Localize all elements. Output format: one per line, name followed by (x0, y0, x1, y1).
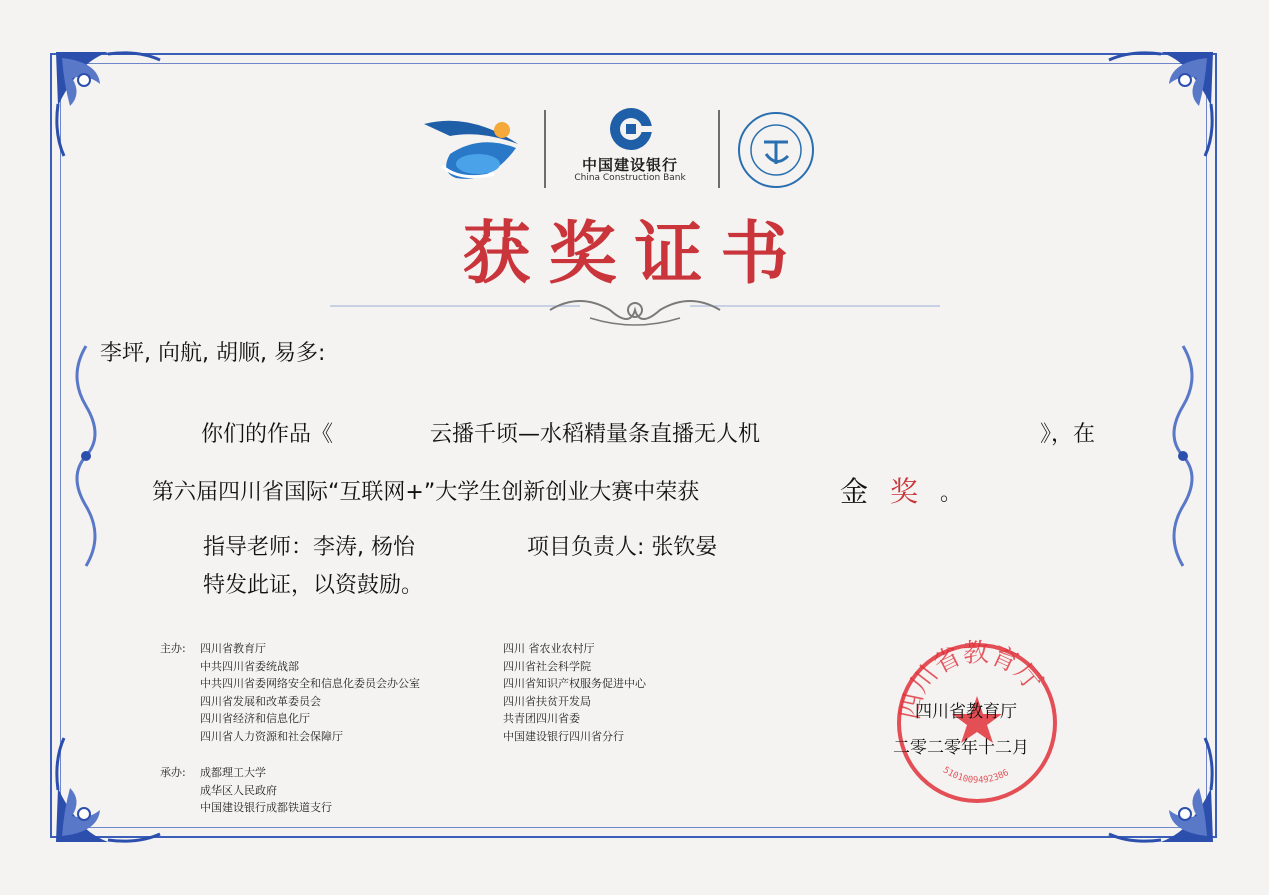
host-item: 中共四川省委网络安全和信息化委员会办公室 (200, 677, 420, 691)
closing-statement: 特发此证，以资鼓励。 (203, 573, 424, 598)
certificate-title: 获奖证书 (462, 214, 807, 294)
co-organizer-list (200, 764, 332, 817)
award-level: 金 (840, 475, 869, 508)
issuer-name: 四川省教育厅 (915, 702, 1017, 722)
side-ornament-right (1163, 336, 1203, 576)
host-item: 四川省教育厅 (200, 642, 266, 655)
host-label: 主办: (160, 642, 186, 655)
corner-ornament-bottom-left (48, 730, 168, 850)
project-leader: 项目负责人: 张钦晏 (527, 535, 718, 560)
host-item: 中国建设银行四川省分行 (503, 729, 624, 743)
co-organizer-label: 承办: (160, 766, 186, 779)
corner-ornament-bottom-right (1101, 730, 1221, 850)
competition-logo (420, 108, 530, 188)
recipients: 李坪, 向航, 胡顺, 易多: (100, 341, 326, 366)
work-title: 云播千顷—水稻精量条直播无人机 (430, 422, 761, 447)
logo-bar (420, 102, 820, 192)
host-list-col1 (200, 640, 420, 746)
host-item: 四川省经济和信息化厅 (200, 712, 310, 726)
competition-statement: 第六届四川省国际“互联网+”大学生创新创业大赛中荣获 (152, 480, 700, 505)
logo-divider (544, 110, 546, 188)
host-item: 四川省人力资源和社会保障厅 (200, 729, 343, 743)
seal-ring-text: 四川省教育厅 (895, 638, 1048, 723)
award-word: 奖 (890, 475, 919, 508)
seal-code: 5101009492386 (940, 765, 1011, 786)
co-organizer-item: 成华区人民政府 (200, 783, 277, 797)
official-seal-stamp (892, 638, 1062, 808)
host-item: 四川省知识产权服务促进中心 (503, 677, 646, 691)
work-intro-tail: 》，在 (1040, 422, 1096, 447)
issue-date: 二零二零年十二月 (893, 738, 1029, 758)
host-item: 四川省扶贫开发局 (503, 694, 591, 708)
side-ornament-left (66, 336, 106, 576)
host-item: 四川 省农业农村厅 (503, 642, 595, 655)
corner-ornament-top-right (1101, 44, 1221, 164)
co-organizer-item: 成都理工大学 (200, 766, 266, 779)
host-list-col2 (503, 640, 646, 746)
corner-ornament-top-left (48, 44, 168, 164)
host-item: 四川省社会科学院 (503, 659, 591, 673)
co-organizer-item: 中国建设银行成都铁道支行 (200, 801, 332, 815)
work-intro: 你们的作品《 (201, 422, 334, 447)
host-item: 共青团四川省委 (503, 712, 580, 726)
logo-divider (718, 110, 720, 188)
title-divider-ornament (330, 288, 940, 334)
advisors: 指导老师：李涛, 杨怡 (203, 535, 415, 560)
host-item: 中共四川省委统战部 (200, 659, 299, 673)
university-seal-logo (736, 110, 816, 190)
ccb-name-cn: 中国建设银行 (581, 156, 678, 174)
ccb-name-en: China Construction Bank (574, 173, 686, 183)
host-item: 四川省发展和改革委员会 (200, 694, 321, 708)
award-period: 。 (940, 481, 963, 506)
ccb-logo-icon (608, 106, 654, 152)
